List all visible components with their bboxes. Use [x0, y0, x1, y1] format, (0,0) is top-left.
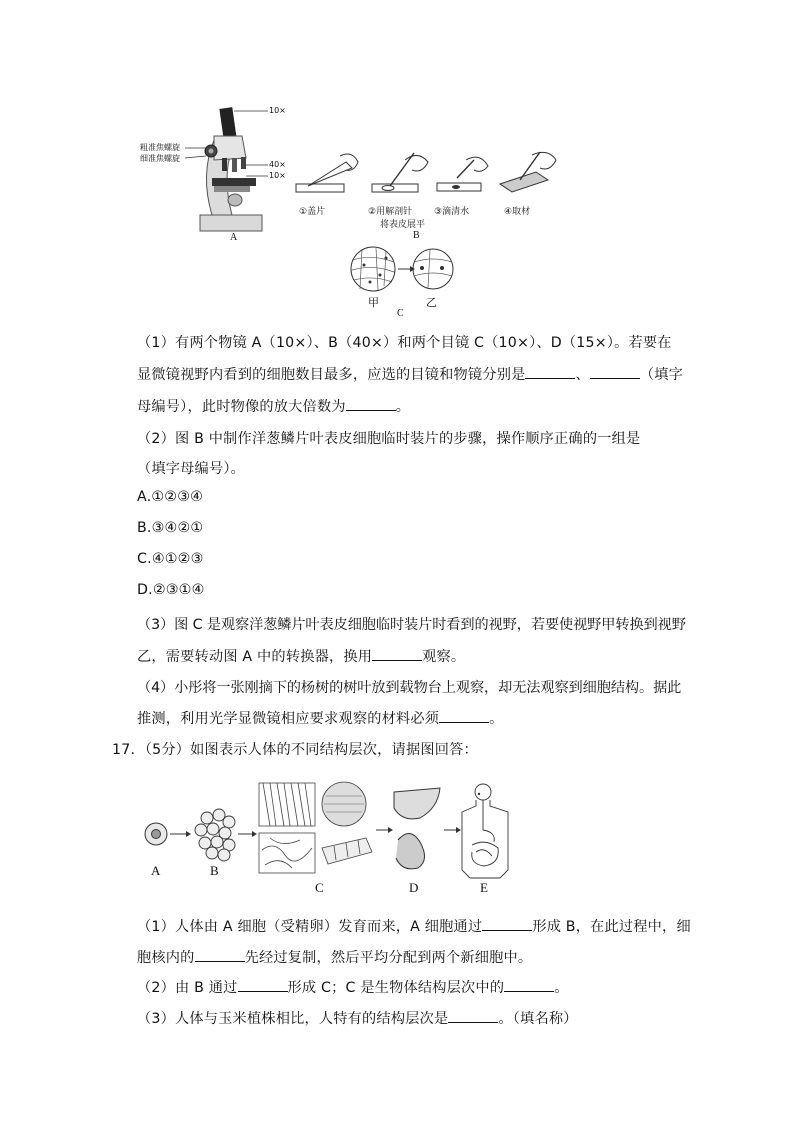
objective-mark-high: 40× [269, 160, 286, 169]
level-label-e: E [480, 880, 488, 895]
objective-mark-low: 10× [269, 171, 286, 180]
answer-blank-special-level[interactable] [448, 1010, 498, 1023]
view-yi-label: 乙 [426, 297, 437, 309]
level-label-a: A [151, 863, 161, 878]
q17-part1-text-c: 胞核内的 [137, 950, 195, 966]
q16-part4-text-b: 。 [489, 711, 504, 727]
q17-part1-text-d: 先经过复制，然后平均分配到两个新细胞中。 [244, 950, 533, 966]
q16-part1-text-d: 母编号），此时物像的放大倍数为 [137, 399, 346, 415]
q17-part1-line1 [137, 916, 691, 936]
answer-blank-level[interactable] [504, 979, 554, 992]
figure-label-a: A [230, 232, 238, 243]
level-label-c: C [315, 880, 324, 895]
q17-part2-text-c: 。 [554, 980, 569, 996]
level-label-b: B [210, 863, 219, 878]
q16-part2-line1: （2）图 B 中制作洋葱鳞片叶表皮细胞临时装片的步骤，操作顺序正确的一组是 [137, 431, 641, 447]
q17-part1-text-a: （1）人体由 A 细胞（受精卵）发育而来，A 细胞通过 [137, 919, 483, 935]
answer-blank-differentiation[interactable] [238, 979, 288, 992]
q17-part2-text-a: （2）由 B 通过 [137, 980, 238, 996]
q16-option-d[interactable]: D.②③①④ [137, 582, 205, 598]
q17-part2-text-b: 形成 C；C 是生物体结构层次中的 [287, 980, 505, 996]
q17-part1-text-b: 形成 B，在此过程中，细 [532, 919, 691, 935]
figure-label-c: C [397, 308, 404, 319]
step-1-label: ①盖片 [299, 207, 326, 217]
view-jia-label: 甲 [368, 297, 379, 309]
q16-option-c[interactable]: C.④①②③ [137, 551, 204, 567]
coarse-focus-label: 粗准焦螺旋 [140, 143, 180, 152]
q16-part3-text-b: 观察。 [422, 649, 466, 665]
q17-part2 [137, 977, 569, 997]
q16-option-a[interactable]: A.①②③④ [137, 489, 204, 505]
q17-title: 17．（5分）如图表示人体的不同结构层次，请据图回答： [112, 742, 478, 758]
q17-part3 [137, 1008, 578, 1028]
q16-part1-text-b: 、 [575, 367, 590, 383]
q16-option-b[interactable]: B.③④②① [137, 520, 204, 536]
q17-part1-line2 [137, 947, 532, 967]
q16-part1-text-e: 。 [395, 399, 411, 415]
eyepiece-mark: 10× [269, 106, 286, 115]
q16-part2-line2: （填字母编号）。 [137, 461, 246, 477]
step-2-label-line2: 将表皮展平 [380, 220, 426, 230]
level-label-d: D [409, 880, 419, 895]
figure-label-b: B [413, 230, 420, 241]
q16-part3-line1: （3）图 C 是观察洋葱鳞片叶表皮细胞临时装片时看到的视野，若要使视野甲转换到视野 [137, 617, 686, 633]
q16-part4-line1: （4）小彤将一张刚摘下的杨树的树叶放到载物台上观察，却无法观察到细胞结构。据此 [137, 680, 682, 696]
fine-focus-label: 细准焦螺旋 [140, 154, 180, 163]
answer-blank-nucleus-material[interactable] [195, 949, 245, 962]
step-3-label: ③滴清水 [434, 207, 470, 217]
q16-part3-text-a: 乙，需要转动图 A 中的转换器，换用 [137, 649, 373, 665]
answer-blank-division[interactable] [482, 918, 532, 931]
q16-part1-text-c: （填字 [639, 367, 684, 383]
q17-part3-text-b: 。（填名称） [498, 1011, 578, 1027]
step-2-label: ②用解剖针 [368, 207, 413, 217]
q17-part3-text-a: （3）人体与玉米植株相比，人特有的结构层次是 [137, 1011, 449, 1027]
q16-part1-line1: （1）有两个物镜 A（10×）、B（40×）和两个目镜 C（10×）、D（15×）。若要在 [137, 335, 672, 351]
q16-part4-text-a: 推测，利用光学显微镜相应要求观察的材料必须 [137, 711, 440, 727]
q16-part1-text-a: 显微镜视野内看到的细胞数目最多，应选的目镜和物镜分别是 [137, 367, 526, 383]
step-4-label: ④取材 [504, 207, 531, 217]
